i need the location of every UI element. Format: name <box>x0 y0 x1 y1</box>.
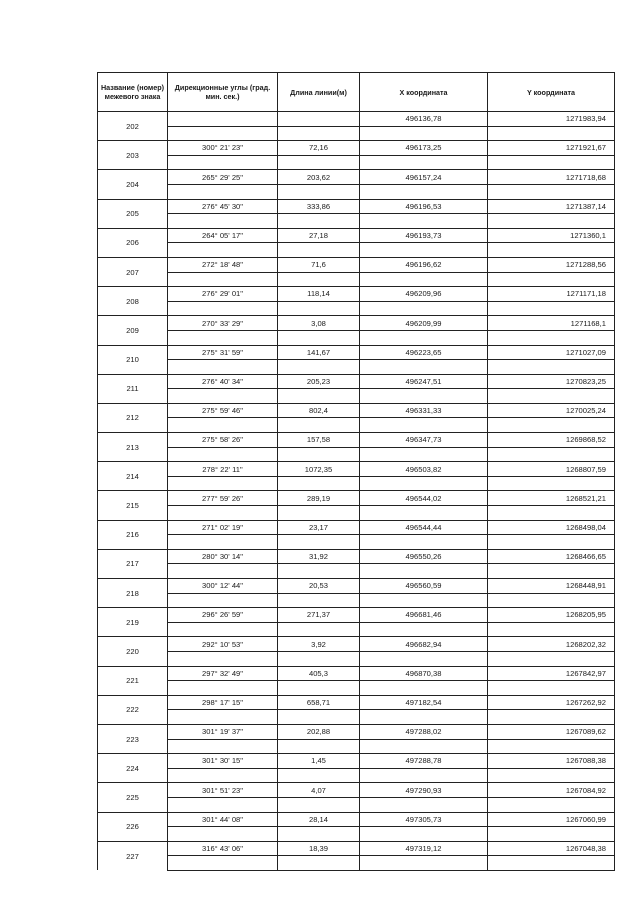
table-row <box>98 170 615 185</box>
x-coordinate-gap <box>360 739 488 754</box>
x-coordinate-gap <box>360 418 488 433</box>
point-name: 210 <box>98 345 168 374</box>
line-length: 27,18 <box>278 228 360 243</box>
line-length-gap <box>278 155 360 170</box>
table-row-divider <box>98 272 615 287</box>
x-coordinate: 496681,46 <box>360 608 488 623</box>
y-coordinate-gap <box>488 651 615 666</box>
point-name: 215 <box>98 491 168 520</box>
bearing-angle-gap <box>168 360 278 375</box>
point-name: 214 <box>98 462 168 491</box>
bearing-angle-gap <box>168 710 278 725</box>
x-coordinate: 496196,62 <box>360 257 488 272</box>
bearing-angle-gap <box>168 330 278 345</box>
bearing-angle: 300° 21' 23" <box>168 141 278 156</box>
table-row-divider <box>98 476 615 491</box>
y-coordinate: 1267089,62 <box>488 724 615 739</box>
y-coordinate: 1270025,24 <box>488 403 615 418</box>
line-length: 202,88 <box>278 724 360 739</box>
table-row <box>98 579 615 594</box>
y-coordinate-gap <box>488 214 615 229</box>
table-row-divider <box>98 827 615 842</box>
bearing-angle-gap <box>168 126 278 141</box>
line-length-gap <box>278 330 360 345</box>
bearing-angle-gap <box>168 651 278 666</box>
bearing-angle: 275° 59' 46" <box>168 403 278 418</box>
y-coordinate-gap <box>488 360 615 375</box>
x-coordinate-gap <box>360 535 488 550</box>
line-length-gap <box>278 535 360 550</box>
y-coordinate-gap <box>488 389 615 404</box>
point-name: 208 <box>98 287 168 316</box>
line-length-gap <box>278 243 360 258</box>
line-length-gap <box>278 506 360 521</box>
y-coordinate: 1268202,32 <box>488 637 615 652</box>
line-length-gap <box>278 856 360 871</box>
bearing-angle-gap <box>168 535 278 550</box>
bearing-angle: 270° 33' 29" <box>168 316 278 331</box>
table-row <box>98 462 615 477</box>
bearing-angle: 278° 22' 11" <box>168 462 278 477</box>
bearing-angle: 292° 10' 53" <box>168 637 278 652</box>
x-coordinate: 496223,65 <box>360 345 488 360</box>
x-coordinate-gap <box>360 330 488 345</box>
line-length: 205,23 <box>278 374 360 389</box>
y-coordinate: 1271288,56 <box>488 257 615 272</box>
y-coordinate: 1271360,1 <box>488 228 615 243</box>
x-coordinate: 496682,94 <box>360 637 488 652</box>
boundary-coordinates-table <box>97 72 615 871</box>
y-coordinate-gap <box>488 272 615 287</box>
x-coordinate: 496550,26 <box>360 549 488 564</box>
x-coordinate-gap <box>360 272 488 287</box>
line-length: 28,14 <box>278 812 360 827</box>
y-coordinate: 1269868,52 <box>488 433 615 448</box>
bearing-angle: 275° 31' 59" <box>168 345 278 360</box>
y-coordinate-gap <box>488 564 615 579</box>
line-length-gap <box>278 360 360 375</box>
x-coordinate-gap <box>360 564 488 579</box>
y-coordinate-gap <box>488 155 615 170</box>
y-coordinate: 1268205,95 <box>488 608 615 623</box>
point-name: 217 <box>98 549 168 578</box>
x-coordinate: 496173,25 <box>360 141 488 156</box>
point-name: 226 <box>98 812 168 841</box>
bearing-angle-gap <box>168 214 278 229</box>
line-length-gap <box>278 184 360 199</box>
table-row-divider <box>98 155 615 170</box>
x-coordinate-gap <box>360 184 488 199</box>
table-row <box>98 549 615 564</box>
x-coordinate-gap <box>360 622 488 637</box>
line-length-gap <box>278 739 360 754</box>
x-coordinate: 496503,82 <box>360 462 488 477</box>
line-length-gap <box>278 710 360 725</box>
line-length-gap <box>278 301 360 316</box>
y-coordinate: 1268521,21 <box>488 491 615 506</box>
point-name: 202 <box>98 112 168 141</box>
table-row <box>98 783 615 798</box>
y-coordinate-gap <box>488 301 615 316</box>
x-coordinate-gap <box>360 593 488 608</box>
point-name: 213 <box>98 433 168 462</box>
line-length-gap <box>278 651 360 666</box>
header-line-length: Длина линии(м) <box>278 73 360 112</box>
bearing-angle: 301° 44' 08" <box>168 812 278 827</box>
y-coordinate: 1267088,38 <box>488 754 615 769</box>
y-coordinate: 1271387,14 <box>488 199 615 214</box>
y-coordinate: 1267262,92 <box>488 695 615 710</box>
bearing-angle-gap <box>168 184 278 199</box>
table-row <box>98 724 615 739</box>
x-coordinate: 497182,54 <box>360 695 488 710</box>
y-coordinate: 1268448,91 <box>488 579 615 594</box>
bearing-angle-gap <box>168 389 278 404</box>
bearing-angle-empty <box>168 112 278 127</box>
table-row-divider <box>98 184 615 199</box>
y-coordinate-gap <box>488 710 615 725</box>
line-length-gap <box>278 768 360 783</box>
x-coordinate: 496157,24 <box>360 170 488 185</box>
table-row <box>98 257 615 272</box>
y-coordinate: 1270823,25 <box>488 374 615 389</box>
point-name: 225 <box>98 783 168 812</box>
y-coordinate-gap <box>488 506 615 521</box>
bearing-angle: 280° 30' 14" <box>168 549 278 564</box>
bearing-angle-gap <box>168 272 278 287</box>
x-coordinate: 496209,96 <box>360 287 488 302</box>
bearing-angle: 271° 02' 19" <box>168 520 278 535</box>
table-header-row <box>98 73 615 112</box>
table-row <box>98 287 615 302</box>
y-coordinate: 1268807,59 <box>488 462 615 477</box>
line-length: 4,07 <box>278 783 360 798</box>
line-length-gap <box>278 476 360 491</box>
line-length-empty <box>278 112 360 127</box>
x-coordinate-gap <box>360 214 488 229</box>
table-row-divider <box>98 301 615 316</box>
x-coordinate: 496196,53 <box>360 199 488 214</box>
point-name: 203 <box>98 141 168 170</box>
x-coordinate: 496247,51 <box>360 374 488 389</box>
bearing-angle-gap <box>168 593 278 608</box>
y-coordinate-gap <box>488 827 615 842</box>
y-coordinate: 1267060,99 <box>488 812 615 827</box>
bearing-angle-gap <box>168 681 278 696</box>
header-point-name: Название (номер) межевого знака <box>98 73 168 112</box>
x-coordinate: 496136,78 <box>360 112 488 127</box>
table-row-divider <box>98 622 615 637</box>
bearing-angle-gap <box>168 768 278 783</box>
y-coordinate-gap <box>488 768 615 783</box>
bearing-angle-gap <box>168 739 278 754</box>
x-coordinate-gap <box>360 506 488 521</box>
bearing-angle-gap <box>168 418 278 433</box>
line-length-gap <box>278 214 360 229</box>
point-name: 223 <box>98 724 168 753</box>
table-row <box>98 199 615 214</box>
table-row-divider <box>98 710 615 725</box>
table-row-divider <box>98 360 615 375</box>
y-coordinate: 1271171,18 <box>488 287 615 302</box>
y-coordinate-gap <box>488 535 615 550</box>
header-x-coordinate: X координата <box>360 73 488 112</box>
y-coordinate: 1267842,97 <box>488 666 615 681</box>
table-row-divider <box>98 447 615 462</box>
line-length-gap <box>278 126 360 141</box>
bearing-angle: 316° 43' 06" <box>168 841 278 856</box>
header-bearing-angle: Дирекционные углы (град. мин. сек.) <box>168 73 278 112</box>
point-name: 211 <box>98 374 168 403</box>
bearing-angle-gap <box>168 243 278 258</box>
x-coordinate-gap <box>360 476 488 491</box>
table-row-divider <box>98 739 615 754</box>
x-coordinate: 497288,02 <box>360 724 488 739</box>
table-row-divider <box>98 418 615 433</box>
line-length-gap <box>278 797 360 812</box>
table-row-divider <box>98 214 615 229</box>
point-name: 220 <box>98 637 168 666</box>
line-length-gap <box>278 389 360 404</box>
table-row <box>98 695 615 710</box>
bearing-angle: 264° 05' 17" <box>168 228 278 243</box>
y-coordinate: 1271921,67 <box>488 141 615 156</box>
x-coordinate-gap <box>360 243 488 258</box>
line-length: 18,39 <box>278 841 360 856</box>
line-length: 20,53 <box>278 579 360 594</box>
bearing-angle: 297° 32' 49" <box>168 666 278 681</box>
point-name: 209 <box>98 316 168 345</box>
y-coordinate-gap <box>488 418 615 433</box>
table-row-divider <box>98 564 615 579</box>
x-coordinate: 496331,33 <box>360 403 488 418</box>
table-row <box>98 345 615 360</box>
table-row <box>98 520 615 535</box>
line-length-gap <box>278 564 360 579</box>
x-coordinate: 496870,38 <box>360 666 488 681</box>
point-name: 216 <box>98 520 168 549</box>
bearing-angle: 296° 26' 59" <box>168 608 278 623</box>
y-coordinate: 1271718,68 <box>488 170 615 185</box>
point-name: 204 <box>98 170 168 199</box>
point-name: 227 <box>98 841 168 870</box>
table-row-divider <box>98 506 615 521</box>
bearing-angle: 272° 18' 48" <box>168 257 278 272</box>
x-coordinate: 496347,73 <box>360 433 488 448</box>
table-row-divider <box>98 535 615 550</box>
table-row-divider <box>98 389 615 404</box>
line-length-gap <box>278 447 360 462</box>
bearing-angle: 301° 30' 15" <box>168 754 278 769</box>
table-row <box>98 112 615 127</box>
line-length: 271,37 <box>278 608 360 623</box>
line-length: 289,19 <box>278 491 360 506</box>
y-coordinate: 1267048,38 <box>488 841 615 856</box>
point-name: 222 <box>98 695 168 724</box>
x-coordinate: 497305,73 <box>360 812 488 827</box>
bearing-angle: 265° 29' 25" <box>168 170 278 185</box>
y-coordinate-gap <box>488 739 615 754</box>
x-coordinate: 496209,99 <box>360 316 488 331</box>
y-coordinate: 1267084,92 <box>488 783 615 798</box>
line-length: 118,14 <box>278 287 360 302</box>
y-coordinate: 1271027,09 <box>488 345 615 360</box>
bearing-angle-gap <box>168 797 278 812</box>
point-name: 207 <box>98 257 168 286</box>
y-coordinate: 1271168,1 <box>488 316 615 331</box>
y-coordinate: 1268498,04 <box>488 520 615 535</box>
table-row-divider <box>98 856 615 871</box>
bearing-angle: 276° 29' 01" <box>168 287 278 302</box>
line-length: 23,17 <box>278 520 360 535</box>
line-length: 3,08 <box>278 316 360 331</box>
x-coordinate: 497319,12 <box>360 841 488 856</box>
bearing-angle-gap <box>168 827 278 842</box>
table-row-divider <box>98 651 615 666</box>
bearing-angle: 301° 51' 23" <box>168 783 278 798</box>
y-coordinate-gap <box>488 184 615 199</box>
x-coordinate-gap <box>360 768 488 783</box>
bearing-angle: 275° 58' 26" <box>168 433 278 448</box>
table-row-divider <box>98 681 615 696</box>
bearing-angle: 300° 12' 44" <box>168 579 278 594</box>
y-coordinate-gap <box>488 330 615 345</box>
bearing-angle-gap <box>168 564 278 579</box>
bearing-angle: 301° 19' 37" <box>168 724 278 739</box>
y-coordinate-gap <box>488 476 615 491</box>
point-name: 206 <box>98 228 168 257</box>
line-length-gap <box>278 622 360 637</box>
x-coordinate: 497290,93 <box>360 783 488 798</box>
table-row-divider <box>98 768 615 783</box>
table-row-divider <box>98 243 615 258</box>
bearing-angle-gap <box>168 301 278 316</box>
table-row <box>98 754 615 769</box>
bearing-angle: 298° 17' 15" <box>168 695 278 710</box>
x-coordinate-gap <box>360 447 488 462</box>
point-name: 205 <box>98 199 168 228</box>
line-length-gap <box>278 827 360 842</box>
line-length: 658,71 <box>278 695 360 710</box>
bearing-angle: 276° 40' 34" <box>168 374 278 389</box>
line-length: 802,4 <box>278 403 360 418</box>
x-coordinate-gap <box>360 681 488 696</box>
x-coordinate-gap <box>360 651 488 666</box>
x-coordinate-gap <box>360 710 488 725</box>
x-coordinate: 496544,02 <box>360 491 488 506</box>
line-length: 71,6 <box>278 257 360 272</box>
y-coordinate-gap <box>488 593 615 608</box>
point-name: 212 <box>98 403 168 432</box>
x-coordinate: 497288,78 <box>360 754 488 769</box>
table-row <box>98 608 615 623</box>
x-coordinate-gap <box>360 360 488 375</box>
line-length: 405,3 <box>278 666 360 681</box>
y-coordinate-gap <box>488 126 615 141</box>
point-name: 218 <box>98 579 168 608</box>
y-coordinate-gap <box>488 797 615 812</box>
x-coordinate-gap <box>360 155 488 170</box>
y-coordinate-gap <box>488 856 615 871</box>
point-name: 219 <box>98 608 168 637</box>
point-name: 224 <box>98 754 168 783</box>
y-coordinate: 1271983,94 <box>488 112 615 127</box>
x-coordinate-gap <box>360 301 488 316</box>
y-coordinate-gap <box>488 447 615 462</box>
table-row-divider <box>98 330 615 345</box>
bearing-angle: 276° 45' 30" <box>168 199 278 214</box>
y-coordinate-gap <box>488 681 615 696</box>
header-y-coordinate: Y координата <box>488 73 615 112</box>
line-length-gap <box>278 418 360 433</box>
line-length-gap <box>278 272 360 287</box>
y-coordinate-gap <box>488 622 615 637</box>
line-length: 203,62 <box>278 170 360 185</box>
table-row <box>98 141 615 156</box>
bearing-angle-gap <box>168 447 278 462</box>
line-length: 3,92 <box>278 637 360 652</box>
line-length-gap <box>278 593 360 608</box>
table-row <box>98 228 615 243</box>
line-length: 157,58 <box>278 433 360 448</box>
table-row <box>98 374 615 389</box>
bearing-angle-gap <box>168 476 278 491</box>
y-coordinate-gap <box>488 243 615 258</box>
line-length: 141,67 <box>278 345 360 360</box>
bearing-angle-gap <box>168 856 278 871</box>
x-coordinate: 496560,59 <box>360 579 488 594</box>
point-name: 221 <box>98 666 168 695</box>
x-coordinate: 496544,44 <box>360 520 488 535</box>
x-coordinate-gap <box>360 126 488 141</box>
line-length: 31,92 <box>278 549 360 564</box>
table-row <box>98 316 615 331</box>
table-row <box>98 812 615 827</box>
y-coordinate: 1268466,65 <box>488 549 615 564</box>
table-row <box>98 433 615 448</box>
bearing-angle-gap <box>168 506 278 521</box>
table-row <box>98 637 615 652</box>
table-row-divider <box>98 593 615 608</box>
table-row-divider <box>98 797 615 812</box>
bearing-angle-gap <box>168 155 278 170</box>
bearing-angle: 277° 59' 26" <box>168 491 278 506</box>
x-coordinate: 496193,73 <box>360 228 488 243</box>
x-coordinate-gap <box>360 389 488 404</box>
bearing-angle-gap <box>168 622 278 637</box>
x-coordinate-gap <box>360 856 488 871</box>
table-row <box>98 491 615 506</box>
table-row-divider <box>98 126 615 141</box>
table-row <box>98 841 615 856</box>
table-row <box>98 666 615 681</box>
line-length: 333,86 <box>278 199 360 214</box>
table-row <box>98 403 615 418</box>
line-length: 1,45 <box>278 754 360 769</box>
x-coordinate-gap <box>360 797 488 812</box>
line-length: 1072,35 <box>278 462 360 477</box>
line-length-gap <box>278 681 360 696</box>
x-coordinate-gap <box>360 827 488 842</box>
line-length: 72,16 <box>278 141 360 156</box>
